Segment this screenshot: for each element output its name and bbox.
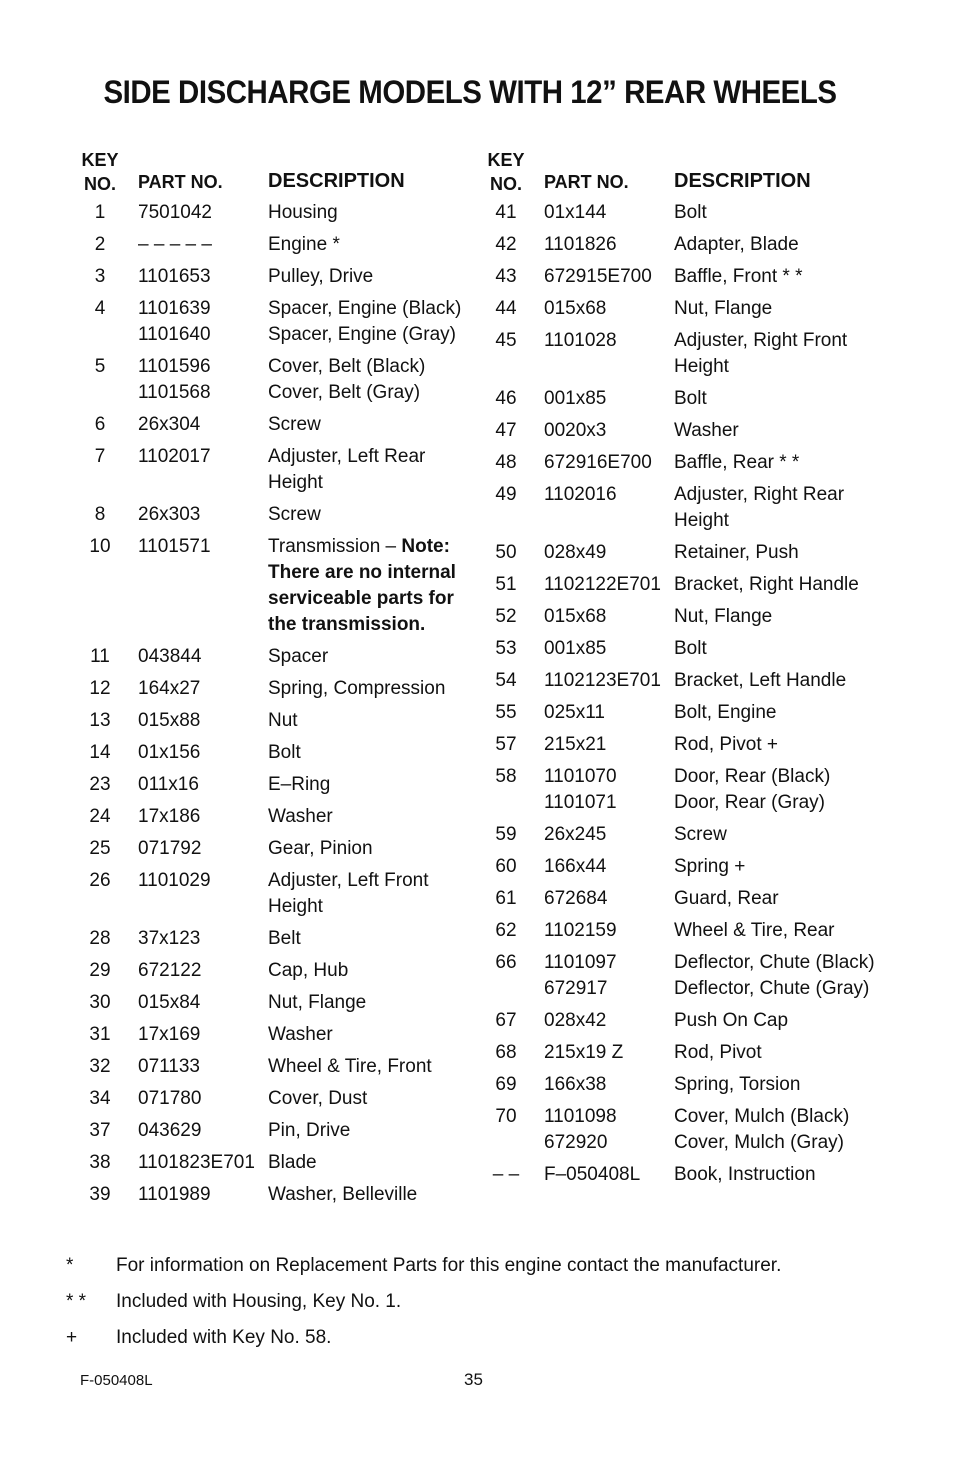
description-cell: Washer, Belleville — [268, 1184, 418, 1205]
table-row — [78, 1150, 498, 1182]
table-row — [78, 232, 498, 264]
description-cell: Adapter, Blade — [674, 234, 799, 255]
part-no-cell: 0020x3 — [544, 420, 607, 441]
footnote-symbol: * * — [66, 1291, 87, 1312]
part-no-cell: 1101653 — [138, 266, 211, 287]
table-row — [484, 296, 904, 328]
description-cell: Bolt — [674, 388, 707, 409]
part-no-cell: 1101823E701 — [138, 1152, 255, 1173]
part-no-header: PART NO. — [138, 172, 223, 192]
part-no-cell: 01x144 — [544, 202, 607, 223]
table-row — [78, 1086, 498, 1118]
table-row — [78, 1022, 498, 1054]
table-row — [78, 958, 498, 990]
table-row — [78, 990, 498, 1022]
part-no-cell: 17x169 — [138, 1024, 201, 1045]
description-cell: Bolt — [674, 202, 707, 223]
key-no-header — [484, 148, 528, 196]
key-no-cell: 41 — [495, 202, 517, 223]
description-cell: Bolt — [268, 742, 301, 763]
part-no-cell: 1101639 1101640 — [138, 298, 211, 345]
key-no-cell: 39 — [89, 1184, 111, 1205]
description-cell: Spring, Torsion — [674, 1074, 801, 1095]
part-no-cell: 015x84 — [138, 992, 201, 1013]
part-no-cell: 1102017 — [138, 446, 211, 467]
part-no-cell: 071780 — [138, 1088, 202, 1109]
table-row — [484, 482, 904, 540]
description-cell: Rod, Pivot — [674, 1042, 762, 1063]
part-no-cell: 26x304 — [138, 414, 201, 435]
description-cell: Spacer — [268, 646, 329, 667]
part-no-cell: 01x156 — [138, 742, 201, 763]
description-header: DESCRIPTION — [674, 170, 811, 192]
part-no-cell: 1102016 — [544, 484, 617, 505]
key-no-cell: 61 — [495, 888, 517, 909]
description-cell: Baffle, Rear * * — [674, 452, 800, 473]
table-row — [484, 668, 904, 700]
key-no-cell: 52 — [495, 606, 517, 627]
description-cell: Nut — [268, 710, 298, 731]
description-cell: Housing — [268, 202, 338, 223]
table-row — [484, 732, 904, 764]
part-no-cell: 1101571 — [138, 536, 211, 557]
table-row — [78, 1118, 498, 1150]
table-row — [484, 700, 904, 732]
description-cell: Spring, Compression — [268, 678, 446, 699]
part-no-cell: 26x303 — [138, 504, 201, 525]
key-no-cell: 6 — [94, 414, 106, 435]
description-cell: Door, Rear (Black) Door, Rear (Gray) — [674, 766, 831, 813]
description-cell: Engine * — [268, 234, 340, 255]
description-cell: Bolt — [674, 638, 707, 659]
key-no-cell: 24 — [89, 806, 111, 827]
key-no-cell: 58 — [495, 766, 517, 787]
description-cell: Cap, Hub — [268, 960, 349, 981]
description-cell: Screw — [268, 414, 321, 435]
footnote-text: Included with Housing, Key No. 1. — [116, 1291, 402, 1312]
description-header: DESCRIPTION — [268, 170, 405, 192]
table-row — [78, 444, 498, 502]
footnote-symbol: + — [66, 1327, 78, 1348]
key-no-header — [78, 148, 122, 196]
table-row — [484, 1040, 904, 1072]
key-no-cell: 53 — [495, 638, 517, 659]
description-cell: Gear, Pinion — [268, 838, 373, 859]
table-row — [78, 354, 498, 412]
key-no-cell: 45 — [495, 330, 517, 351]
part-no-cell: 043844 — [138, 646, 202, 667]
footnote-symbol: * — [66, 1255, 74, 1276]
key-no-cell: 10 — [89, 536, 111, 557]
table-row — [484, 950, 904, 1008]
part-no-cell: 37x123 — [138, 928, 201, 949]
key-no-cell: 62 — [495, 920, 517, 941]
page-title: SIDE DISCHARGE MODELS WITH 12” REAR WHEELS — [103, 74, 837, 110]
table-row — [78, 708, 498, 740]
description-cell: Book, Instruction — [674, 1164, 816, 1185]
table-row — [78, 676, 498, 708]
key-no-cell: 44 — [495, 298, 517, 319]
description-cell: Deflector, Chute (Black) Deflector, Chute (Gray) — [674, 952, 875, 999]
table-row — [484, 886, 904, 918]
table-row — [484, 604, 904, 636]
key-no-cell: 59 — [495, 824, 517, 845]
key-no-cell: 7 — [94, 446, 106, 467]
part-no-cell: 1101989 — [138, 1184, 211, 1205]
description-note: Note: There are no internal serviceable parts for the transmission. — [268, 536, 456, 635]
key-no-cell: 2 — [94, 234, 106, 255]
table-row — [78, 868, 498, 926]
key-no-cell: 57 — [495, 734, 517, 755]
table-row — [484, 764, 904, 822]
key-no-cell: 13 — [89, 710, 111, 731]
table-row — [484, 1104, 904, 1162]
description-cell — [268, 534, 508, 638]
part-no-cell: F–050408L — [544, 1164, 641, 1185]
key-no-cell: 37 — [89, 1120, 111, 1141]
key-no-cell: – – — [492, 1164, 520, 1185]
table-row — [484, 854, 904, 886]
key-header-line2: NO. — [489, 174, 522, 194]
description-cell: E–Ring — [268, 774, 331, 795]
description-cell: Bracket, Right Handle — [674, 574, 859, 595]
description-cell: Spring + — [674, 856, 746, 877]
description-cell: Adjuster, Left Front Height — [268, 870, 429, 917]
part-no-cell: 1102159 — [544, 920, 617, 941]
table-header — [484, 148, 904, 200]
description-cell: Nut, Flange — [268, 992, 367, 1013]
table-row — [78, 836, 498, 868]
key-no-cell: 25 — [89, 838, 111, 859]
footnote — [66, 1284, 886, 1320]
table-row — [78, 412, 498, 444]
key-no-cell: 68 — [495, 1042, 517, 1063]
table-row — [78, 644, 498, 676]
description-cell: Bolt, Engine — [674, 702, 777, 723]
key-header-line2: NO. — [83, 174, 116, 194]
description-cell: Adjuster, Right Rear Height — [674, 484, 845, 531]
key-no-cell: 34 — [89, 1088, 111, 1109]
table-row — [78, 1054, 498, 1086]
footnote-text: For information on Replacement Parts for this engine contact the manufacturer. — [116, 1255, 782, 1276]
key-no-cell: 26 — [89, 870, 111, 891]
table-body — [78, 200, 498, 1214]
description-cell: Washer — [268, 1024, 333, 1045]
description-cell: Washer — [674, 420, 739, 441]
key-no-cell: 70 — [495, 1106, 517, 1127]
table-row — [78, 926, 498, 958]
description-cell: Spacer, Engine (Black) Spacer, Engine (Gray) — [268, 298, 462, 345]
part-no-cell: 672122 — [138, 960, 202, 981]
document-code: F-050408L — [80, 1372, 153, 1389]
table-row — [484, 264, 904, 296]
key-no-cell: 8 — [94, 504, 106, 525]
part-no-cell: 1101028 — [544, 330, 617, 351]
description-cell: Pulley, Drive — [268, 266, 374, 287]
key-no-cell: 4 — [94, 298, 106, 319]
part-no-cell: 164x27 — [138, 678, 201, 699]
table-body — [484, 200, 904, 1194]
part-no-cell: 001x85 — [544, 388, 607, 409]
parts-table-left — [78, 148, 498, 1214]
table-row — [484, 1072, 904, 1104]
table-row — [484, 450, 904, 482]
key-no-cell: 51 — [495, 574, 517, 595]
table-row — [484, 540, 904, 572]
table-row — [484, 386, 904, 418]
description-cell: Wheel & Tire, Rear — [674, 920, 835, 941]
table-row — [78, 502, 498, 534]
key-no-cell: 67 — [495, 1010, 517, 1031]
key-no-cell: 48 — [495, 452, 517, 473]
description-cell: Belt — [268, 928, 301, 949]
footnote-text: Included with Key No. 58. — [116, 1327, 332, 1348]
key-no-cell: 38 — [89, 1152, 111, 1173]
part-no-cell: 26x245 — [544, 824, 607, 845]
part-no-cell: 672684 — [544, 888, 608, 909]
description-text: Transmission – — [268, 536, 402, 557]
part-no-cell: 011x16 — [138, 774, 199, 795]
part-no-cell: 1102122E701 — [544, 574, 661, 595]
description-cell: Rod, Pivot + — [674, 734, 779, 755]
key-no-cell: 5 — [94, 356, 106, 377]
footnotes — [66, 1248, 886, 1356]
part-no-cell: 001x85 — [544, 638, 607, 659]
description-cell: Push On Cap — [674, 1010, 789, 1031]
part-no-cell: 1101826 — [544, 234, 617, 255]
key-no-cell: 29 — [89, 960, 111, 981]
part-no-cell: 015x88 — [138, 710, 201, 731]
description-cell: Cover, Belt (Black) Cover, Belt (Gray) — [268, 356, 426, 403]
table-row — [78, 534, 498, 644]
table-row — [484, 1162, 904, 1194]
parts-table-right — [484, 148, 904, 1194]
key-no-cell: 47 — [495, 420, 517, 441]
footnote — [66, 1320, 886, 1356]
part-no-cell: 672916E700 — [544, 452, 652, 473]
part-no-cell: 015x68 — [544, 298, 607, 319]
table-row — [484, 200, 904, 232]
key-header-line1: KEY — [487, 150, 525, 170]
description-cell: Retainer, Push — [674, 542, 799, 563]
part-no-cell: 1101097 672917 — [544, 952, 617, 999]
part-no-cell: – – – – – — [138, 234, 212, 255]
part-no-cell: 028x42 — [544, 1010, 607, 1031]
part-no-cell: 17x186 — [138, 806, 201, 827]
table-row — [78, 772, 498, 804]
key-no-cell: 55 — [495, 702, 517, 723]
part-no-cell: 1101098 672920 — [544, 1106, 617, 1153]
description-cell: Nut, Flange — [674, 606, 773, 627]
description-cell: Adjuster, Right Front Height — [674, 330, 848, 377]
table-row — [484, 572, 904, 604]
description-cell: Screw — [268, 504, 321, 525]
description-cell: Pin, Drive — [268, 1120, 351, 1141]
key-no-cell: 54 — [495, 670, 517, 691]
part-no-cell: 215x19 Z — [544, 1042, 624, 1063]
key-no-cell: 50 — [495, 542, 517, 563]
key-no-cell: 60 — [495, 856, 517, 877]
key-no-cell: 3 — [94, 266, 106, 287]
description-cell: Blade — [268, 1152, 317, 1173]
part-no-cell: 166x44 — [544, 856, 607, 877]
description-cell: Screw — [674, 824, 727, 845]
part-no-cell: 672915E700 — [544, 266, 652, 287]
footnote — [66, 1248, 886, 1284]
table-row — [78, 804, 498, 836]
description-cell: Bracket, Left Handle — [674, 670, 847, 691]
key-no-cell: 49 — [495, 484, 517, 505]
table-row — [484, 328, 904, 386]
part-no-cell: 071792 — [138, 838, 202, 859]
key-no-cell: 1 — [94, 202, 106, 223]
key-no-cell: 14 — [89, 742, 111, 763]
key-no-cell: 30 — [89, 992, 111, 1013]
description-cell: Cover, Dust — [268, 1088, 368, 1109]
table-row — [484, 822, 904, 854]
part-no-cell: 1101596 1101568 — [138, 356, 211, 403]
part-no-cell: 1101029 — [138, 870, 211, 891]
description-cell: Wheel & Tire, Front — [268, 1056, 432, 1077]
table-row — [484, 1008, 904, 1040]
description-cell: Cover, Mulch (Black) Cover, Mulch (Gray) — [674, 1106, 850, 1153]
key-no-cell: 69 — [495, 1074, 517, 1095]
description-cell: Baffle, Front * * — [674, 266, 803, 287]
key-no-cell: 46 — [495, 388, 517, 409]
part-no-cell: 7501042 — [138, 202, 212, 223]
part-no-cell: 028x49 — [544, 542, 607, 563]
page-number: 35 — [464, 1370, 483, 1389]
table-row — [484, 418, 904, 450]
key-no-cell: 12 — [89, 678, 111, 699]
part-no-header: PART NO. — [544, 172, 629, 192]
key-no-cell: 28 — [89, 928, 111, 949]
description-cell: Washer — [268, 806, 333, 827]
key-no-cell: 31 — [89, 1024, 111, 1045]
key-no-cell: 43 — [495, 266, 517, 287]
part-no-cell: 071133 — [138, 1056, 200, 1077]
key-no-cell: 42 — [495, 234, 517, 255]
key-no-cell: 66 — [495, 952, 517, 973]
part-no-cell: 1101070 1101071 — [544, 766, 617, 813]
part-no-cell: 1102123E701 — [544, 670, 661, 691]
key-header-line1: KEY — [81, 150, 119, 170]
table-row — [78, 740, 498, 772]
table-header — [78, 148, 498, 200]
table-row — [78, 1182, 498, 1214]
key-no-cell: 11 — [90, 646, 110, 667]
description-cell: Adjuster, Left Rear Height — [268, 446, 426, 493]
part-no-cell: 025x11 — [544, 702, 605, 723]
part-no-cell: 015x68 — [544, 606, 607, 627]
table-row — [484, 232, 904, 264]
description-cell: Guard, Rear — [674, 888, 779, 909]
table-row — [484, 918, 904, 950]
table-row — [484, 636, 904, 668]
key-no-cell: 23 — [89, 774, 111, 795]
part-no-cell: 166x38 — [544, 1074, 607, 1095]
table-row — [78, 296, 498, 354]
table-row — [78, 264, 498, 296]
part-no-cell: 215x21 — [544, 734, 607, 755]
key-no-cell: 32 — [89, 1056, 111, 1077]
description-cell: Nut, Flange — [674, 298, 773, 319]
table-row — [78, 200, 498, 232]
part-no-cell: 043629 — [138, 1120, 202, 1141]
